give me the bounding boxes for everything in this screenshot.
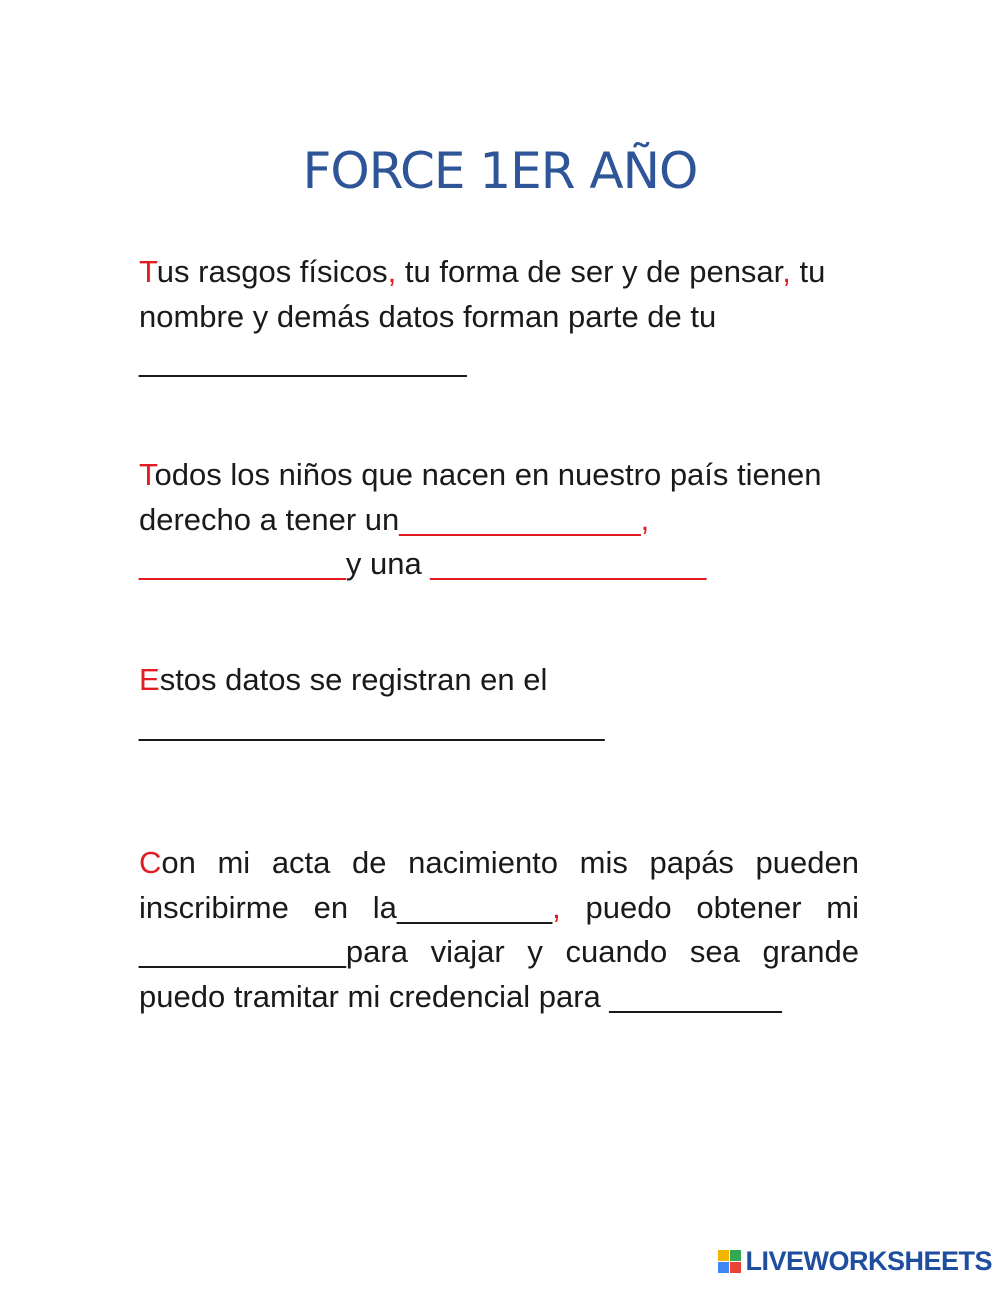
question-2 xyxy=(139,453,859,587)
logo-block-1 xyxy=(718,1250,729,1261)
q1-comma-a: , xyxy=(387,254,397,289)
q1-comma-b: , xyxy=(782,254,791,289)
question-3 xyxy=(139,658,859,747)
q1-text-b: tu forma de ser y de pensar xyxy=(396,254,783,289)
q1-initial: T xyxy=(139,254,157,289)
q1-text-a: us rasgos físicos xyxy=(156,254,388,289)
q2-answer-blank-a[interactable]: ______________, xyxy=(399,501,650,537)
q1-answer-blank[interactable]: ___________________ xyxy=(139,343,467,378)
page-title: FORCE 1ER AÑO xyxy=(302,142,698,200)
q1-text-c: tu nombre y demás datos forman parte de tu xyxy=(139,254,826,334)
q4-answer-blank-a[interactable]: _________ xyxy=(396,889,553,925)
logo-block-3 xyxy=(718,1262,729,1273)
logo-blocks-icon xyxy=(718,1250,741,1273)
q2-text-a: odos los niños que nacen en nuestro país tienen derecho a tener un xyxy=(139,457,822,537)
logo-text: LIVEWORKSHEETS xyxy=(745,1246,992,1276)
logo-block-4 xyxy=(730,1262,741,1273)
q3-initial: E xyxy=(139,662,160,697)
q3-text: stos datos se registran en el xyxy=(159,662,548,697)
logo-block-2 xyxy=(730,1250,741,1261)
q3-answer-blank[interactable]: ___________________________ xyxy=(139,706,605,742)
q4-answer-blank-c[interactable]: __________ xyxy=(609,978,782,1014)
q4-line1: on mi acta de nacimiento mis papás pueden inscribirme en la xyxy=(139,845,859,925)
question-1 xyxy=(139,250,859,384)
q4-line3: para viajar y cuando sea grande puedo tramitar mi credencial para xyxy=(139,934,859,1014)
q4-comma: , xyxy=(552,889,561,925)
q2-initial: T xyxy=(139,457,155,492)
q2-text-b: y una xyxy=(345,546,431,581)
question-4 xyxy=(139,841,859,1019)
liveworksheets-logo xyxy=(718,1246,992,1277)
q2-answer-blank-c[interactable]: ________________ xyxy=(430,546,707,581)
q4-answer-blank-b[interactable]: ____________ xyxy=(139,934,346,969)
q2-answer-blank-b[interactable]: ____________ xyxy=(139,546,346,581)
q4-initial: C xyxy=(139,845,162,880)
q4-line2: puedo obtener mi xyxy=(560,889,859,925)
